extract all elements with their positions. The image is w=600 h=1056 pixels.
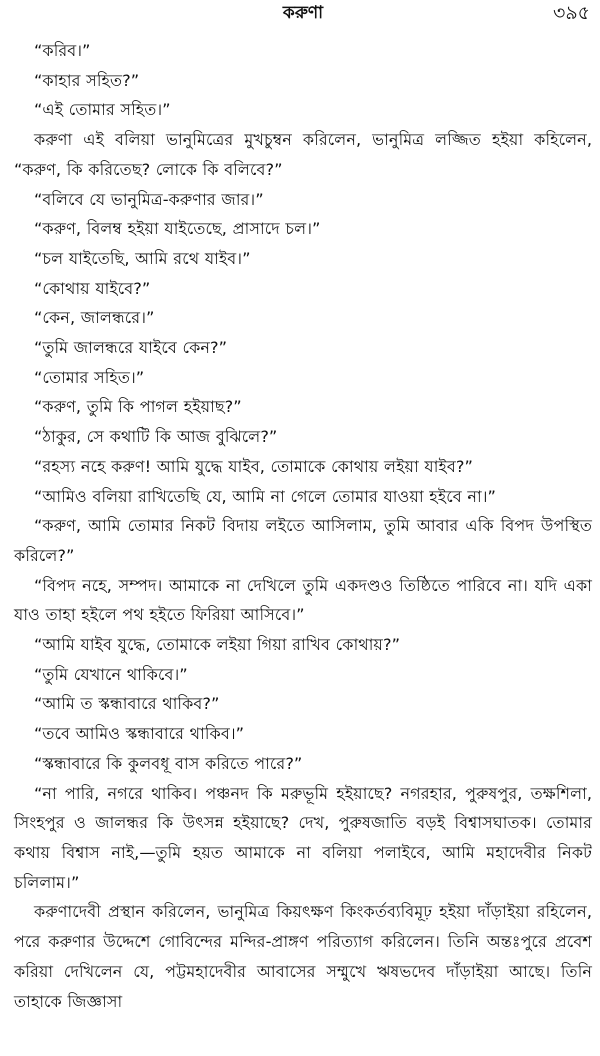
- paragraph: “করুণ, বিলম্ব হইয়া যাইতেছে, প্রাসাদে চল।”: [34, 219, 321, 239]
- paragraph: “তোমার সহিত।”: [34, 367, 145, 387]
- paragraph: “না পারি, নগরে থাকিব। পঞ্চনদ কি মরুভূমি হইয়াছে? নগরহার, পুরুষপুর, তক্ষশিলা, সিংহপুর ও জালন্ধর কি উৎসন্ন হইয়াছে? দেখ, পুরুষজাতি বড়ই বিশ্বাসঘাতক। তোমার কথায় বিশ্বাস নাই,—তুমি হয়ত আমাকে না বলিয়া পলাইবে, আমি মহাদেবীর নিকট চলিলাম।”: [14, 783, 592, 892]
- paragraph: “তুমি যেখানে থাকিবে।”: [34, 664, 188, 684]
- paragraph: “তুমি জালন্ধরে যাইবে কেন?”: [34, 338, 228, 358]
- paragraph: “এই তোমার সহিত।”: [34, 100, 171, 120]
- paragraph: “কোথায় যাইবে?”: [34, 278, 151, 298]
- paragraph: করুণা এই বলিয়া ভানুমিত্রের মুখচুম্বন করিলেন, ভানুমিত্র লজ্জিত হইয়া কহিলেন, “করুণ, কি করিতেছ? লোকে কি বলিবে?”: [14, 130, 592, 179]
- paragraph: “তবে আমিও স্কন্ধাবারে থাকিব।”: [34, 724, 245, 744]
- paragraph: “রহস্য নহে করুণ! আমি যুদ্ধে যাইব, তোমাকে কোথায় লইয়া যাইব?”: [34, 456, 473, 476]
- body-text: [14, 36, 592, 1016]
- running-title: করুণা: [282, 3, 324, 23]
- paragraph: “আমি ত স্কন্ধাবারে থাকিব?”: [34, 694, 220, 714]
- paragraph: “কেন, জালন্ধরে।”: [34, 308, 155, 328]
- paragraph: “করিব।”: [34, 41, 91, 60]
- paragraph: “করুণ, তুমি কি পাগল হইয়াছ?”: [34, 397, 242, 417]
- paragraph: “করুণ, আমি তোমার নিকট বিদায় লইতে আসিলাম, তুমি আবার একি বিপদ উপস্থিত করিলে?”: [14, 516, 592, 565]
- paragraph: “কাহার সহিত?”: [34, 70, 140, 90]
- paragraph: “স্কন্ধাবারে কি কুলবধূ বাস করিতে পারে?”: [34, 753, 303, 773]
- paragraph: করুণাদেবী প্রস্থান করিলেন, ভানুমিত্র কিয়ৎক্ষণ কিংকর্তব্যবিমূঢ় হইয়া দাঁড়াইয়া রহিলেন, পরে করুণার উদ্দেশে গোবিন্দের মন্দির-প্রাঙ্গণ পরিত্যাগ করিলেন। তিনি অন্তঃপুরে প্রবেশ করিয়া দেখিলেন যে, পট্টমহাদেবীর আবাসের সম্মুখে ঋষভদেব দাঁড়াইয়া আছে। তিনি তাহাকে জিজ্ঞাসা: [14, 902, 592, 1011]
- paragraph: “আমি যাইব যুদ্ধে, তোমাকে লইয়া গিয়া রাখিব কোথায়?”: [34, 635, 400, 655]
- paragraph: “ঠাকুর, সে কথাটি কি আজ বুঝিলে?”: [34, 427, 278, 447]
- paragraph: “বিপদ নহে, সম্পদ। আমাকে না দেখিলে তুমি একদণ্ডও তিষ্ঠিতে পারিবে না। যদি একা যাও তাহা হইলে পথ হইতে ফিরিয়া আসিবে।”: [14, 575, 592, 625]
- page-header: [14, 0, 592, 36]
- paragraph: “আমিও বলিয়া রাখিতেছি যে, আমি না গেলে তোমার যাওয়া হইবে না।”: [34, 486, 496, 506]
- paragraph: “চল যাইতেছি, আমি রথে যাইব।”: [34, 248, 251, 268]
- paragraph: “বলিবে যে ভানুমিত্র-করুণার জার।”: [34, 189, 264, 209]
- page-number: ৩৯৫: [552, 2, 590, 24]
